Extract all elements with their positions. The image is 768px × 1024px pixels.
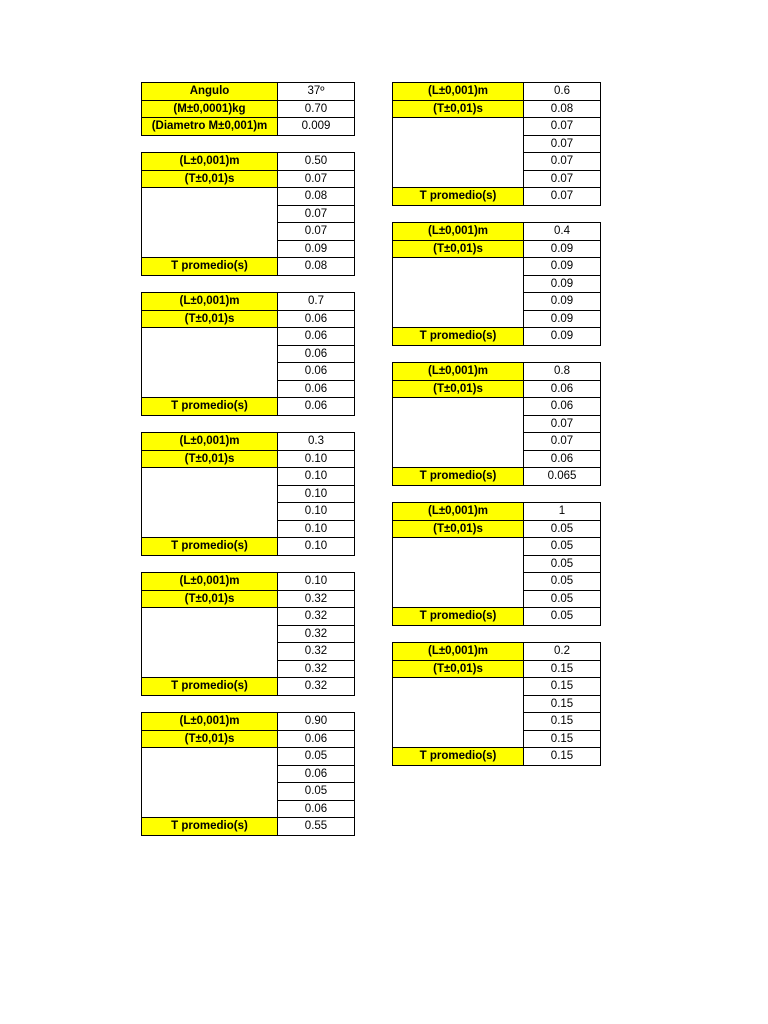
time-value[interactable]: 0.06 bbox=[278, 328, 355, 346]
length-value[interactable]: 1 bbox=[524, 503, 601, 521]
data-block-left-4 bbox=[141, 572, 355, 696]
length-label[interactable]: (L±0,001)m bbox=[142, 153, 278, 171]
length-value[interactable]: 0.3 bbox=[278, 433, 355, 451]
average-label[interactable]: T promedio(s) bbox=[142, 398, 278, 416]
length-value[interactable]: 0.90 bbox=[278, 713, 355, 731]
average-value[interactable]: 0.15 bbox=[524, 748, 601, 766]
time-value[interactable]: 0.05 bbox=[524, 590, 601, 608]
average-value[interactable]: 0.55 bbox=[278, 818, 355, 836]
time-label[interactable]: (T±0,01)s bbox=[393, 100, 524, 118]
blank-merged-cell[interactable] bbox=[393, 258, 524, 328]
time-value[interactable]: 0.32 bbox=[278, 660, 355, 678]
length-label[interactable]: (L±0,001)m bbox=[393, 83, 524, 101]
time-value[interactable]: 0.15 bbox=[524, 660, 601, 678]
time-value[interactable]: 0.15 bbox=[524, 730, 601, 748]
blank-merged-cell[interactable] bbox=[142, 188, 278, 258]
time-value[interactable]: 0.10 bbox=[278, 485, 355, 503]
time-label[interactable]: (T±0,01)s bbox=[393, 240, 524, 258]
angle-label[interactable]: Angulo bbox=[142, 83, 278, 101]
time-value[interactable]: 0.15 bbox=[524, 695, 601, 713]
data-block-right-5 bbox=[392, 642, 601, 766]
time-value[interactable]: 0.15 bbox=[524, 713, 601, 731]
time-value[interactable]: 0.32 bbox=[278, 643, 355, 661]
time-value[interactable]: 0.06 bbox=[524, 398, 601, 416]
length-label[interactable]: (L±0,001)m bbox=[393, 643, 524, 661]
average-label[interactable]: T promedio(s) bbox=[142, 538, 278, 556]
time-value[interactable]: 0.05 bbox=[524, 573, 601, 591]
blank-merged-cell[interactable] bbox=[393, 678, 524, 748]
average-value[interactable]: 0.32 bbox=[278, 678, 355, 696]
time-value[interactable]: 0.06 bbox=[278, 363, 355, 381]
diameter-value[interactable]: 0.009 bbox=[278, 118, 355, 136]
time-value[interactable]: 0.10 bbox=[278, 468, 355, 486]
average-value[interactable]: 0.06 bbox=[278, 398, 355, 416]
average-value[interactable]: 0.08 bbox=[278, 258, 355, 276]
data-block-left-5 bbox=[141, 712, 355, 836]
length-value[interactable]: 0.4 bbox=[524, 223, 601, 241]
time-value[interactable]: 0.07 bbox=[524, 170, 601, 188]
time-value[interactable]: 0.09 bbox=[524, 310, 601, 328]
time-label[interactable]: (T±0,01)s bbox=[142, 730, 278, 748]
length-label[interactable]: (L±0,001)m bbox=[393, 363, 524, 381]
length-value[interactable]: 0.2 bbox=[524, 643, 601, 661]
time-value[interactable]: 0.32 bbox=[278, 590, 355, 608]
data-block-right-3 bbox=[392, 362, 601, 486]
time-value[interactable]: 0.06 bbox=[278, 345, 355, 363]
average-label[interactable]: T promedio(s) bbox=[393, 188, 524, 206]
length-label[interactable]: (L±0,001)m bbox=[142, 573, 278, 591]
length-label[interactable]: (L±0,001)m bbox=[393, 503, 524, 521]
blank-merged-cell[interactable] bbox=[393, 398, 524, 468]
time-value[interactable]: 0.07 bbox=[524, 118, 601, 136]
average-value[interactable]: 0.10 bbox=[278, 538, 355, 556]
average-label[interactable]: T promedio(s) bbox=[393, 328, 524, 346]
data-block-left-2 bbox=[141, 292, 355, 416]
length-label[interactable]: (L±0,001)m bbox=[142, 713, 278, 731]
length-value[interactable]: 0.6 bbox=[524, 83, 601, 101]
time-value[interactable]: 0.09 bbox=[524, 275, 601, 293]
length-value[interactable]: 0.8 bbox=[524, 363, 601, 381]
blank-merged-cell[interactable] bbox=[142, 328, 278, 398]
angle-value[interactable]: 37º bbox=[278, 83, 355, 101]
time-value[interactable]: 0.06 bbox=[524, 380, 601, 398]
time-value[interactable]: 0.10 bbox=[278, 450, 355, 468]
time-label[interactable]: (T±0,01)s bbox=[142, 590, 278, 608]
blank-merged-cell[interactable] bbox=[142, 468, 278, 538]
time-value[interactable]: 0.07 bbox=[278, 170, 355, 188]
blank-merged-cell[interactable] bbox=[142, 608, 278, 678]
time-value[interactable]: 0.05 bbox=[524, 538, 601, 556]
time-value[interactable]: 0.07 bbox=[278, 205, 355, 223]
time-value[interactable]: 0.15 bbox=[524, 678, 601, 696]
time-value[interactable]: 0.10 bbox=[278, 503, 355, 521]
time-value[interactable]: 0.10 bbox=[278, 520, 355, 538]
time-value[interactable]: 0.07 bbox=[524, 135, 601, 153]
time-value[interactable]: 0.32 bbox=[278, 625, 355, 643]
time-label[interactable]: (T±0,01)s bbox=[142, 170, 278, 188]
average-value[interactable]: 0.09 bbox=[524, 328, 601, 346]
average-value[interactable]: 0.065 bbox=[524, 468, 601, 486]
time-value[interactable]: 0.06 bbox=[278, 765, 355, 783]
data-block-left-3 bbox=[141, 432, 355, 556]
length-value[interactable]: 0.10 bbox=[278, 573, 355, 591]
time-value[interactable]: 0.09 bbox=[524, 293, 601, 311]
length-value[interactable]: 0.50 bbox=[278, 153, 355, 171]
time-value[interactable]: 0.05 bbox=[278, 783, 355, 801]
time-value[interactable]: 0.07 bbox=[524, 433, 601, 451]
data-block-right-2 bbox=[392, 222, 601, 346]
average-label[interactable]: T promedio(s) bbox=[393, 748, 524, 766]
time-label[interactable]: (T±0,01)s bbox=[142, 450, 278, 468]
time-value[interactable]: 0.06 bbox=[278, 380, 355, 398]
time-value[interactable]: 0.05 bbox=[278, 748, 355, 766]
time-value[interactable]: 0.05 bbox=[524, 555, 601, 573]
mass-label[interactable]: (M±0,0001)kg bbox=[142, 100, 278, 118]
data-block-right-1 bbox=[392, 82, 601, 206]
time-value[interactable]: 0.09 bbox=[524, 240, 601, 258]
average-value[interactable]: 0.07 bbox=[524, 188, 601, 206]
diameter-row bbox=[142, 118, 355, 136]
average-value[interactable]: 0.05 bbox=[524, 608, 601, 626]
average-label[interactable]: T promedio(s) bbox=[393, 468, 524, 486]
length-value[interactable]: 0.7 bbox=[278, 293, 355, 311]
time-label[interactable]: (T±0,01)s bbox=[393, 520, 524, 538]
length-label[interactable]: (L±0,001)m bbox=[142, 293, 278, 311]
time-value[interactable]: 0.06 bbox=[278, 730, 355, 748]
blank-merged-cell[interactable] bbox=[393, 538, 524, 608]
blank-merged-cell[interactable] bbox=[142, 748, 278, 818]
time-value[interactable]: 0.06 bbox=[278, 800, 355, 818]
time-value[interactable]: 0.09 bbox=[524, 258, 601, 276]
length-label[interactable]: (L±0,001)m bbox=[142, 433, 278, 451]
time-value[interactable]: 0.07 bbox=[524, 153, 601, 171]
blank-merged-cell[interactable] bbox=[393, 118, 524, 188]
average-label[interactable]: T promedio(s) bbox=[142, 678, 278, 696]
time-value[interactable]: 0.06 bbox=[278, 310, 355, 328]
angle-row bbox=[142, 83, 355, 101]
mass-row bbox=[142, 100, 355, 118]
time-label[interactable]: (T±0,01)s bbox=[142, 310, 278, 328]
average-label[interactable]: T promedio(s) bbox=[142, 818, 278, 836]
data-block-right-4 bbox=[392, 502, 601, 626]
length-label[interactable]: (L±0,001)m bbox=[393, 223, 524, 241]
header-table bbox=[141, 82, 355, 136]
diameter-label[interactable]: (Diametro M±0,001)m bbox=[142, 118, 278, 136]
time-value[interactable]: 0.07 bbox=[524, 415, 601, 433]
time-value[interactable]: 0.08 bbox=[278, 188, 355, 206]
average-label[interactable]: T promedio(s) bbox=[393, 608, 524, 626]
time-value[interactable]: 0.08 bbox=[524, 100, 601, 118]
time-value[interactable]: 0.07 bbox=[278, 223, 355, 241]
time-label[interactable]: (T±0,01)s bbox=[393, 660, 524, 678]
time-value[interactable]: 0.09 bbox=[278, 240, 355, 258]
time-value[interactable]: 0.06 bbox=[524, 450, 601, 468]
average-label[interactable]: T promedio(s) bbox=[142, 258, 278, 276]
time-label[interactable]: (T±0,01)s bbox=[393, 380, 524, 398]
time-value[interactable]: 0.32 bbox=[278, 608, 355, 626]
time-value[interactable]: 0.05 bbox=[524, 520, 601, 538]
data-block-left-1 bbox=[141, 152, 355, 276]
mass-value[interactable]: 0.70 bbox=[278, 100, 355, 118]
